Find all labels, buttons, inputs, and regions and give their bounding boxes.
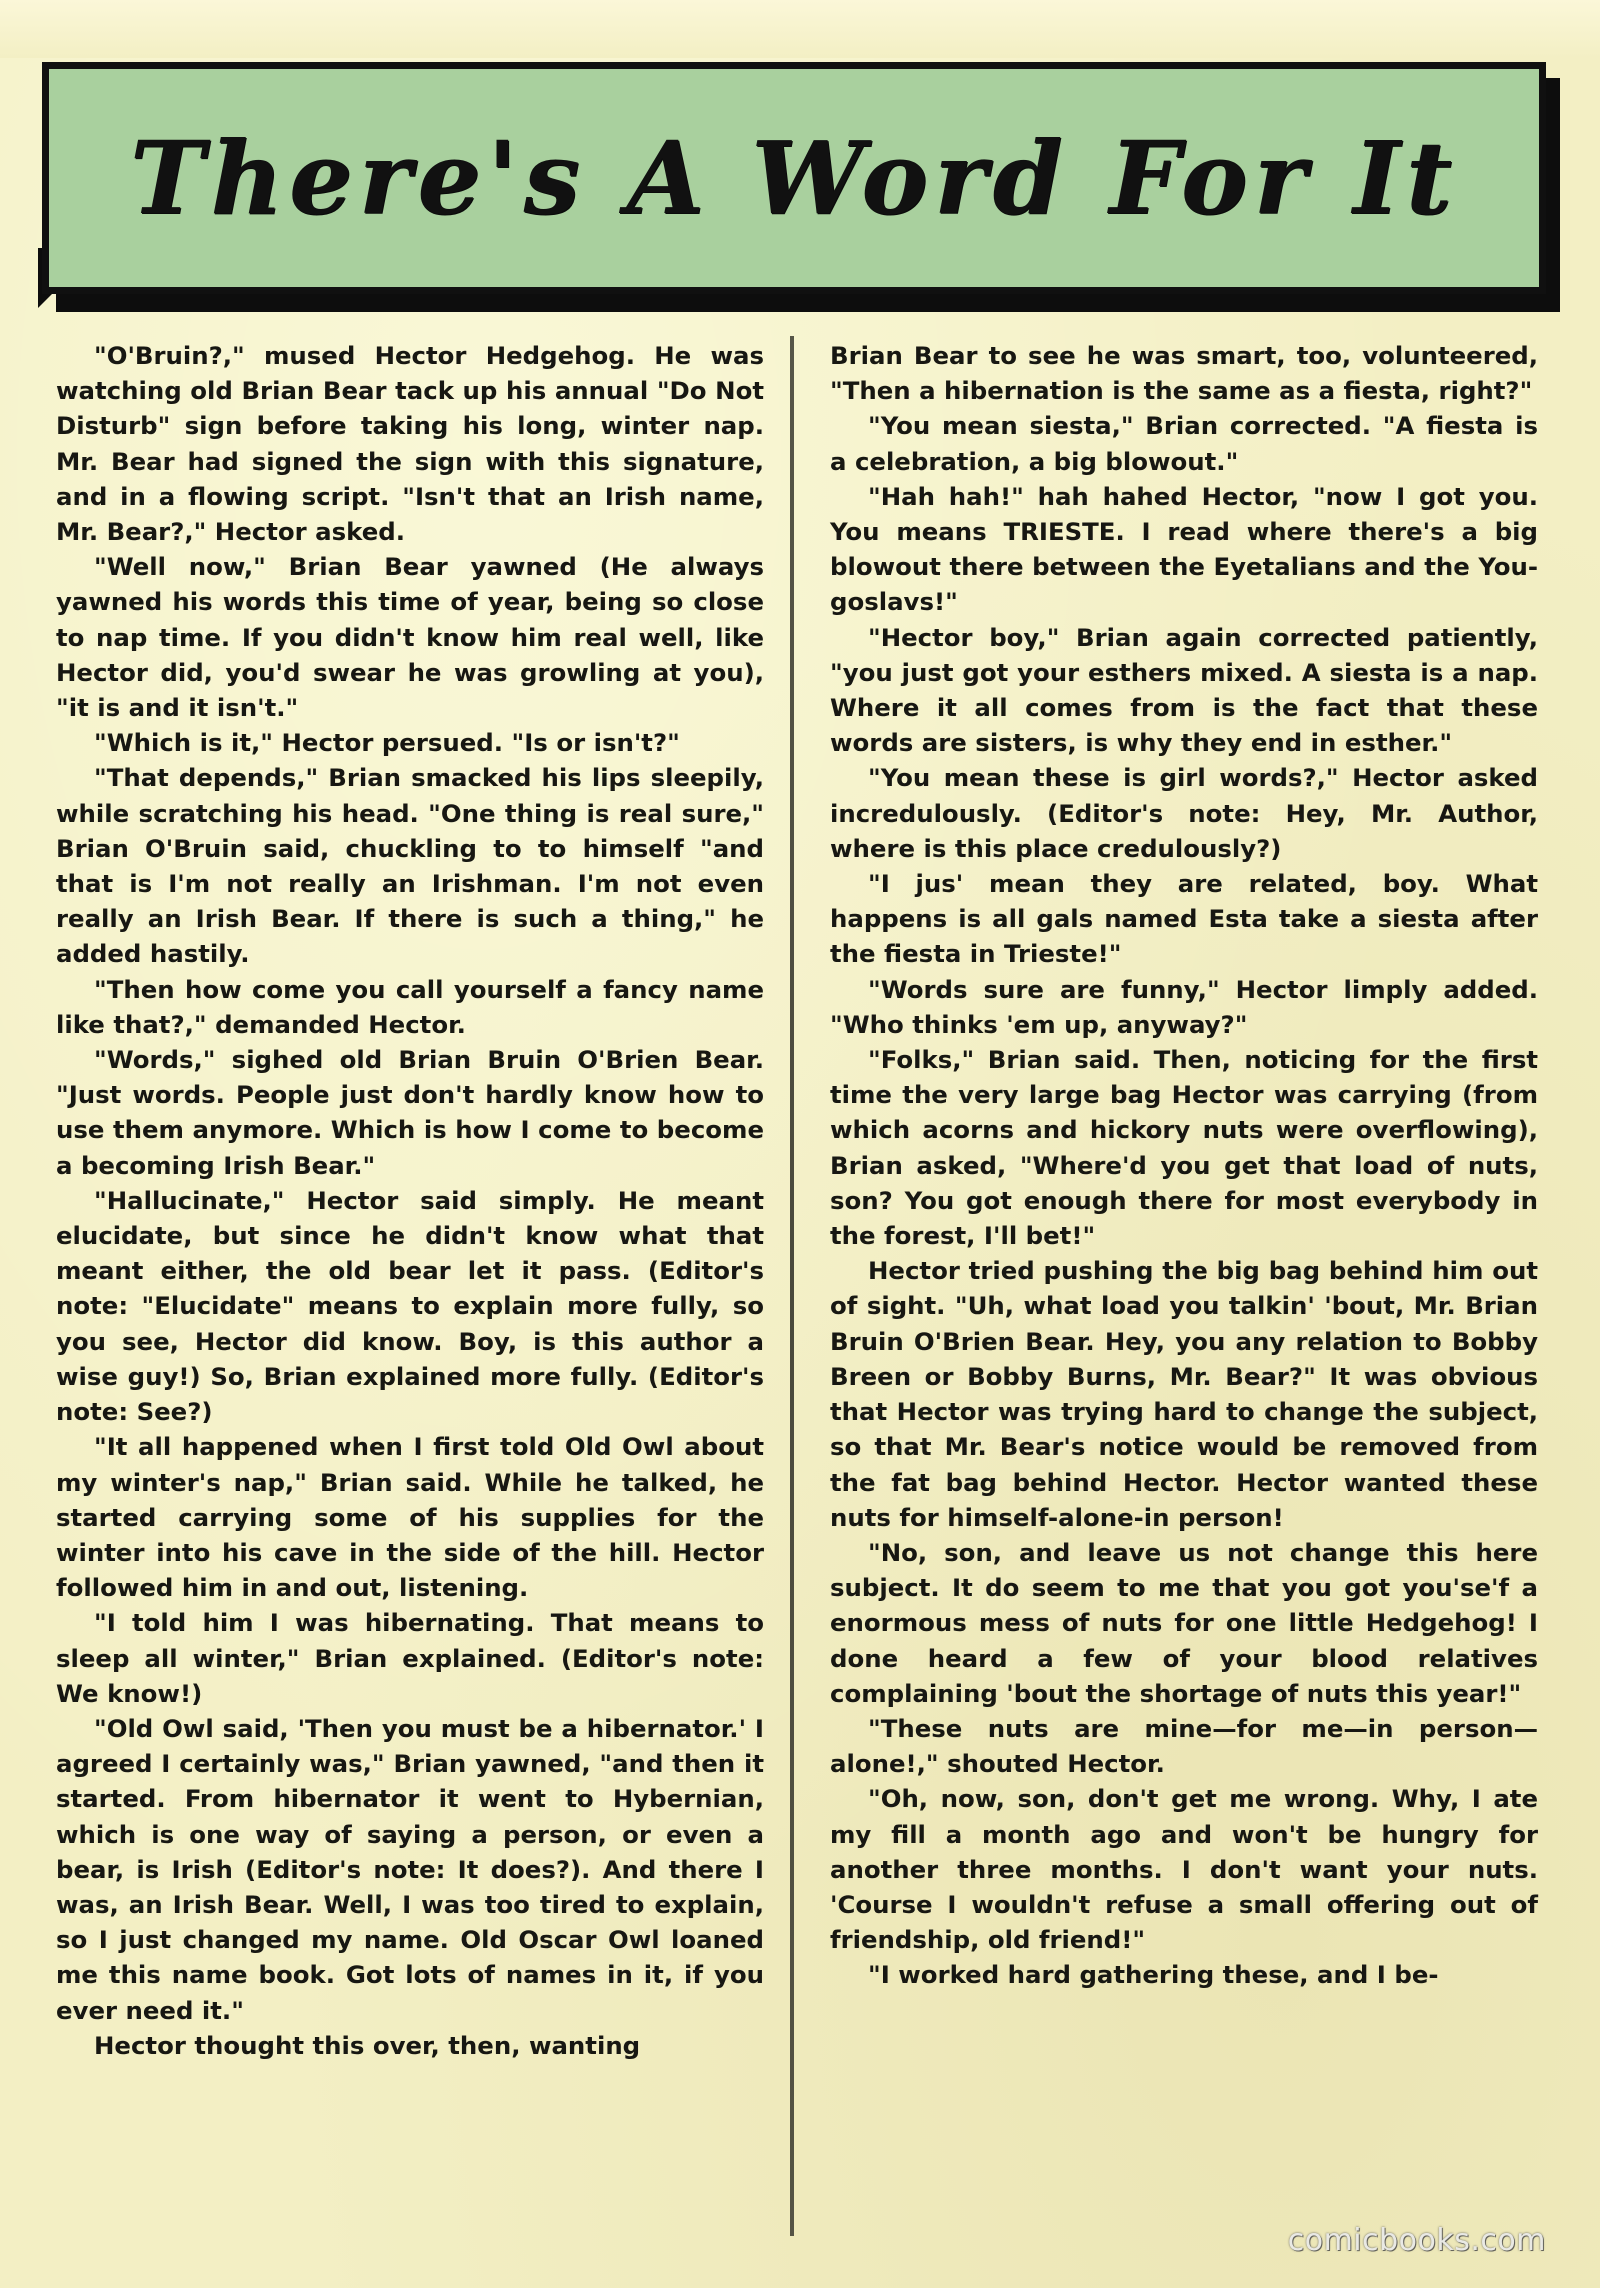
- story-paragraph: "Words," sighed old Brian Bruin O'Brien Bear. "Just words. People just don't hardly know how to use them anymore. Which is how I come to become a becoming Irish Bear.": [56, 1045, 764, 1180]
- page-top-margin: [0, 0, 1600, 58]
- story-paragraph: "I worked hard gathering these, and I be-: [868, 1960, 1439, 1990]
- story-paragraph: "Which is it," Hector persued. "Is or isn't?": [94, 728, 680, 758]
- story-column-left: [56, 338, 764, 2063]
- story-paragraph: "O'Bruin?," mused Hector Hedgehog. He was watching old Brian Bear tack up his annual "Do Not Disturb" sign before taking his long, winter nap. Mr. Bear had signed the sign with this signature, and in a flowing script. "Isn't that an Irish name, Mr. Bear?," Hector asked.: [56, 341, 764, 547]
- story-paragraph: "No, son, and leave us not change this here subject. It do seem to me that you got you'se'f a enormous mess of nuts for one little Hedgehog! I done heard a few of your blood relatives complaining 'bout the shortage of nuts this year!": [830, 1537, 1538, 1708]
- story-paragraph: "I told him I was hibernating. That means to sleep all winter," Brian explained. (Editor's note: We know!): [56, 1608, 764, 1708]
- story-paragraph: "Oh, now, son, don't get me wrong. Why, I ate my fill a month ago and won't be hungry for another three months. I don't want your nuts. 'Course I wouldn't refuse a small offering out of friendship, old friend!": [830, 1784, 1538, 1955]
- story-paragraph: "Old Owl said, 'Then you must be a hibernator.' I agreed I certainly was," Brian yawned, "and then it started. From hibernator it went to Hybernian, which is one way of saying a person, or even a bear, is Irish (Editor's note: It does?). And there I was, an Irish Bear. Well, I was too tired to explain, so I just changed my name. Old Oscar Owl loaned me this name book. Got lots of names in it, if you ever need it.": [56, 1713, 764, 2025]
- column-divider: [790, 336, 794, 2236]
- story-paragraph: Hector thought this over, then, wanting: [94, 2030, 641, 2060]
- story-paragraph: "Hector boy," Brian again corrected patiently, "you just got your esthers mixed. A siesta is a nap. Where it all comes from is the fact that these words are sisters, is why they end in esther.": [830, 622, 1538, 758]
- story-paragraph: "Words sure are funny," Hector limply added. "Who thinks 'em up, anyway?": [830, 974, 1538, 1039]
- story-paragraph: "It all happened when I first told Old Owl about my winter's nap," Brian said. While he talked, he started carrying some of his supplies for the winter into his cave in the side of the hill. Hector followed him in and out, listening.: [56, 1432, 764, 1603]
- story-paragraph: "These nuts are mine—for me—in person—alone!," shouted Hector.: [830, 1713, 1538, 1779]
- story-paragraph: Hector tried pushing the big bag behind him out of sight. "Uh, what load you talkin' 'bout, Mr. Brian Bruin O'Brien Bear. Hey, you any relation to Bobby Breen or Bobby Burns, Mr. Bear?" It was obvious that Hector was trying hard to change the subject, so that Mr. Bear's notice would be removed from the fat bag behind Hector. Hector wanted these nuts for himself-alone-in person!: [830, 1256, 1538, 1532]
- story-paragraph: "Well now," Brian Bear yawned (He always yawned his words this time of year, being so close to nap time. If you didn't know him real well, like Hector did, you'd swear he was growling at you), "it is and it isn't.": [56, 552, 764, 723]
- story-paragraph: "You mean these is girl words?," Hector asked incredulously. (Editor's note: Hey, Mr. Author, where is this place credulously?): [830, 763, 1538, 863]
- story-paragraph-continued: Brian Bear to see he was smart, too, volunteered, "Then a hibernation is the same as a fiesta, right?": [830, 341, 1538, 406]
- story-paragraph: "You mean siesta," Brian corrected. "A fiesta is a celebration, a big blowout.": [830, 411, 1538, 476]
- story-paragraph: "Folks," Brian said. Then, noticing for the first time the very large bag Hector was carrying (from which acorns and hickory nuts were overflowing), Brian asked, "Where'd you get that load of nuts, son? You got enough there for most everybody in the forest, I'll bet!": [830, 1045, 1538, 1251]
- title-banner: [42, 62, 1554, 302]
- story-paragraph: "Then how come you call yourself a fancy name like that?," demanded Hector.: [56, 974, 764, 1039]
- page-title: There's A Word For It: [129, 119, 1459, 237]
- site-watermark: comicbooks.com: [1287, 2223, 1546, 2258]
- story-paragraph: "That depends," Brian smacked his lips sleepily, while scratching his head. "One thing is real sure," Brian O'Bruin said, chuckling to to himself "and that is I'm not really an Irishman. I'm not even really an Irish Bear. If there is such a thing," he added hastily.: [56, 763, 764, 969]
- story-paragraph: "Hallucinate," Hector said simply. He meant elucidate, but since he didn't know what that meant either, the old bear let it pass. (Editor's note: "Elucidate" means to explain more fully, so you see, Hector did know. Boy, is this author a wise guy!) So, Brian explained more fully. (Editor's note: See?): [56, 1185, 764, 1427]
- story-paragraph: "Hah hah!" hah hahed Hector, "now I got you. You means TRIESTE. I read where there's a big blowout there between the Eyetalians and the You-goslavs!": [830, 481, 1538, 617]
- story-column-right: [830, 338, 1538, 1993]
- story-paragraph: "I jus' mean they are related, boy. What happens is all gals named Esta take a siesta after the fiesta in Trieste!": [830, 869, 1538, 969]
